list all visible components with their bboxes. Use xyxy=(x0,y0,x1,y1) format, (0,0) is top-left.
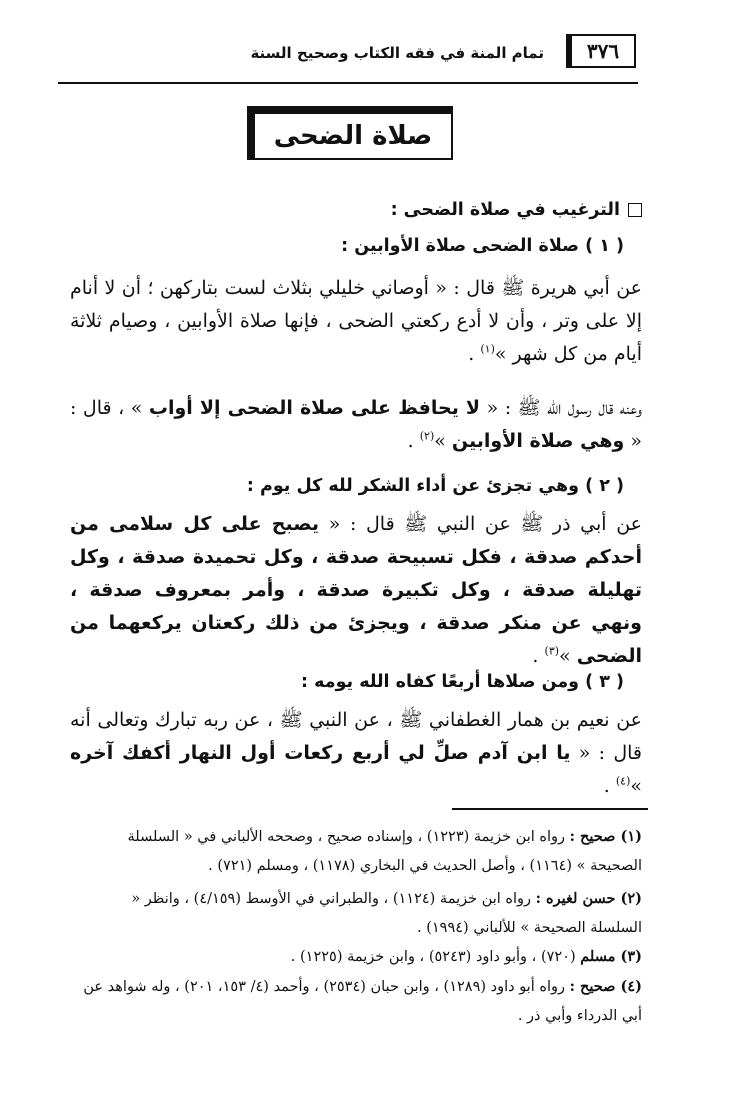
checkbox-icon xyxy=(628,203,642,217)
footnote-separator xyxy=(452,808,648,810)
chapter-title: صلاة الضحى xyxy=(273,121,433,151)
footnote-2: (٢) حسن لغيره : رواه ابن خزيمة (١١٢٤) ، والطبراني في الأوسط (٤/١٥٩) ، وانظر « السلسلة الصحيحة » للألباني (١٩٩٤) . xyxy=(131,890,642,936)
paragraph-2: وعنه قال رسول الله ﷺ : « لا يحافظ على صلاة الضحى إلا أواب » ، قال : « وهي صلاة الأوابين »$^{(٢)}$ . xyxy=(70,397,643,452)
footnote-3: (٣) مسلم (٧٢٠) ، وأبو داود (٥٢٤٣) ، وابن خزيمة (١٢٢٥) . xyxy=(290,948,642,965)
paragraph-1: عن أبي هريرة ﷺ قال : « أوصاني خليلي بثلاث لست بتاركهن ؛ أن لا أنام إلا على وتر ، وأن لا أدع ركعتي الضحى ، فإنها صلاة الأوابين ، وصيام ثلاثة أيام من كل شهر »$^{(١)}$ . xyxy=(70,277,642,365)
paragraph-3: عن أبي ذر ﷺ عن النبي ﷺ قال : « يصبح على كل سلامى من أحدكم صدقة ، فكل تسبيحة صدقة ، وكل تحميدة صدقة ، وكل تهليلة صدقة ، وكل تكبيرة صدقة ، وأمر بمعروف صدقة ، ونهي عن منكر صدقة ، ويجزئ من ذلك ركعتان يركعهما من الضحى »$^{(٣)}$ . xyxy=(70,513,642,667)
footnote-1: (١) صحيح : رواه ابن خزيمة (١٢٢٣) ، وإسناده صحيح ، وصححه الألباني في « السلسلة الصحيحة » (١١٦٤) ، وأصل الحديث في البخاري (١١٧٨) ، ومسلم (٧٢١) . xyxy=(127,828,642,874)
header-rule xyxy=(58,82,638,84)
subheading-1: ( ١ ) صلاة الضحى صلاة الأوابين : xyxy=(341,236,624,256)
section-heading: الترغيب في صلاة الضحى : xyxy=(391,200,642,220)
paragraph-4: عن نعيم بن همار الغطفاني ﷺ ، عن النبي ﷺ ، عن ربه تبارك وتعالى أنه قال : « يا ابن آدم صلِّ لي أربع ركعات أول النهار أكفك آخره »$^{(٤)}$ . xyxy=(70,709,642,797)
subheading-2: ( ٢ ) وهي تجزئ عن أداء الشكر لله كل يوم : xyxy=(246,476,624,496)
subheading-3: ( ٣ ) ومن صلاها أربعًا كفاه الله يومه : xyxy=(301,672,624,692)
footnote-4: (٤) صحيح : رواه أبو داود (١٢٨٩) ، وابن حبان (٢٥٣٤) ، وأحمد (٤/ ١٥٣، ٢٠١) ، وله شواهد عن أبي الدرداء وأبي ذر . xyxy=(83,978,642,1024)
page-number: ٣٧٦ xyxy=(566,34,636,68)
chapter-title-box xyxy=(253,112,453,160)
running-title: تمام المنة في فقه الكتاب وصحيح السنة xyxy=(250,44,544,62)
